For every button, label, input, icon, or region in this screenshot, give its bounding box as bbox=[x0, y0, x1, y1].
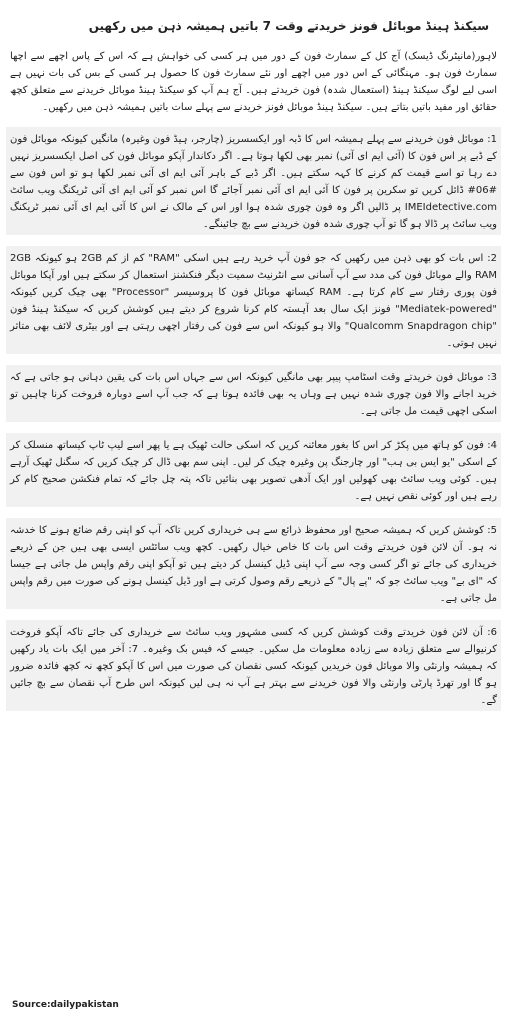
source-credit: Source:dailypakistan bbox=[12, 1000, 119, 1010]
article-paragraph-2: 2: اس بات کو بھی ذہن میں رکھیں کہ جو فون آپ خرید رہے ہیں اسکی "RAM" کم از کم 2GB ہو کیونکہ 2GB RAM والے موبائل فون کی مدد سے آپ آسانی سے انٹرنیٹ سمیت دیگر فنکشنز استعمال کر سکتے ہیں اور آپکا موبائل فون پوری رفتار سے کام کرتا ہے۔ RAM کیساتھ موبائل فون کا پروسیسر "Processor" بھی چیک کریں کیونکہ "Mediatek-powered" فونز ایک سال بعد آہستہ کام کرنا شروع کر دیتے ہیں کوشش کریں کہ سیکنڈ ہینڈ فون "Qualcomm Snapdragon chip" والا ہو کیونکہ اس سے فون کی رفتار اچھی رہتی ہے اور بیٹری لائف بھی متاثر نہیں ہوتی۔ bbox=[6, 246, 501, 354]
article-paragraph-6: 6: آن لائن فون خریدتے وقت کوشش کریں کہ کسی مشہور ویب سائٹ سے خریداری کی جائے تاکہ آپکو فروخت کرنیوالے سے متعلق زیادہ سے زیادہ معلومات مل سکیں۔ جیسے کہ فیس بک وغیرہ۔ 7: آخر میں ایک بات یاد رکھیں کہ ہمیشہ وارنٹی والا موبائل فون خریدیں کیونکہ کسی نقصان کی صورت میں اس کا آپکو کچھ نہ کچھ فائدہ ضرور ہو گا اور تھرڈ پارٹی وارنٹی والا فون خریدنے سے بہتر ہے آپ نہ ہی لیں کیونکہ اس طرح آپ نقصان سے بچ جائیں گے۔ bbox=[6, 620, 501, 711]
article-paragraph-4: 4: فون کو ہاتھ میں پکڑ کر اس کا بغور معائنہ کریں کہ اسکی حالت ٹھیک ہے یا پھر اسے لیپ ٹاپ کیساتھ منسلک کر کے اسکی "یو ایس بی ہب" اور چارجنگ پن وغیرہ چیک کر لیں۔ اپنی سم بھی ڈال کر چیک کریں کہ سگنل ٹھیک آرہے ہیں۔ کوئی ویب سائٹ بھی کھولیں اور ایک آدھی تصویر بھی بنائیں تاکہ پتہ چل جائے کہ تمام فنکشن صحیح کام کر رہے ہیں اور کوئی نقص نہیں ہے۔ bbox=[6, 433, 501, 507]
article-paragraph-5: 5: کوشش کریں کہ ہمیشہ صحیح اور محفوظ ذرائع سے ہی خریداری کریں تاکہ آپ کو اپنی رقم ضائع ہونے کا خدشہ نہ ہو۔ آن لائن فون خریدتے وقت اس بات کا خاص خیال رکھیں۔ کچھ ویب سائٹس ایسی بھی ہیں جن کے ذریعے خریداری کی جائے تو اگر کسی وجہ سے آپ اپنی ڈیل کینسل کر دیتے ہیں تو آپکو اپنی رقم واپس مل جاتی ہے جیسا کہ "ای بے" ویب سائٹ جو کہ "پے پال" کے ذریعے رقم وصول کرتی ہے اور ڈیل کینسل ہونے کی صورت میں رقم واپس مل جاتی ہے۔ bbox=[6, 518, 501, 609]
article-paragraph-3: 3: موبائل فون خریدتے وقت اسٹامپ پیپر بھی مانگیں کیونکہ اس سے جہاں اس بات کی یقین دہانی ہو جاتی ہے کہ خرید اجانے والا فون چوری شدہ نہیں ہے وہاں یہ بھی فائدہ ہوتا ہے کہ جب آپ اسے دوبارہ فروخت کرنا چاہیں تو اسکی اچھی قیمت مل جاتی ہے۔ bbox=[6, 365, 501, 422]
article-title: سیکنڈ ہینڈ موبائل فونز خریدتے وقت 7 باتیں ہمیشہ ذہن میں رکھیں bbox=[88, 19, 489, 33]
article-paragraph-intro: لاہور(مانیٹرنگ ڈیسک) آج کل کے سمارٹ فون کے دور میں ہر کسی کی خواہش ہے کہ اس کے پاس اچھے سے اچھا سمارٹ فون ہو۔ مہنگائی کے اس دور میں اچھے اور نئے سمارٹ فون کا حصول ہر کسی کے بس کی بات نہیں ہے اسی لیے لوگ سیکنڈ ہینڈ (استعمال شدہ) فون خریدتے ہیں۔ آج ہم آپ کو سیکنڈ ہینڈ موبائل خریدنے سے متعلق کچھ حقائق اور مفید باتیں بتاتے ہیں۔ سیکنڈ ہینڈ موبائل فونز خریدنے سے پہلے سات باتیں ہمیشہ ذہن میں رکھیں۔ bbox=[10, 51, 497, 113]
article-paragraph-1: 1: موبائل فون خریدنے سے پہلے ہمیشہ اس کا ڈبہ اور ایکسسریز (چارجر، ہیڈ فون وغیرہ) مانگیں کیونکہ موبائل فون کے ڈبے پر اس فون کا (آئی ایم ای آئی) نمبر بھی لکھا ہوتا ہے۔ اگر دکاندار آپکو موبائل فون کی اصل ایکسسریز نہیں دے رہا تو اسے قیمت کم کرنے کا کہہ سکتے ہیں۔ اگر ڈبے کے باہر آئی ایم ای آئی نمبر لکھا ہو تو اس فون سے #06# ڈائل کریں تو سکرین پر فون کا آئی ایم ای آئی نمبر آجائے گا اس نمبر کو آئی ایم ای آئی ٹریکنگ ویب سائٹ IMEIdetective.com پر ڈالیں اگر وہ فون چوری شدہ ہوا اور اس کے مالک نے اس کا آئی ایم ای آئی نمبر ٹریکنگ ویب سائٹ پر ڈالا ہو گا تو آپ چوری شدہ فون خریدنے سے بچ جائینگے۔ bbox=[6, 127, 501, 235]
